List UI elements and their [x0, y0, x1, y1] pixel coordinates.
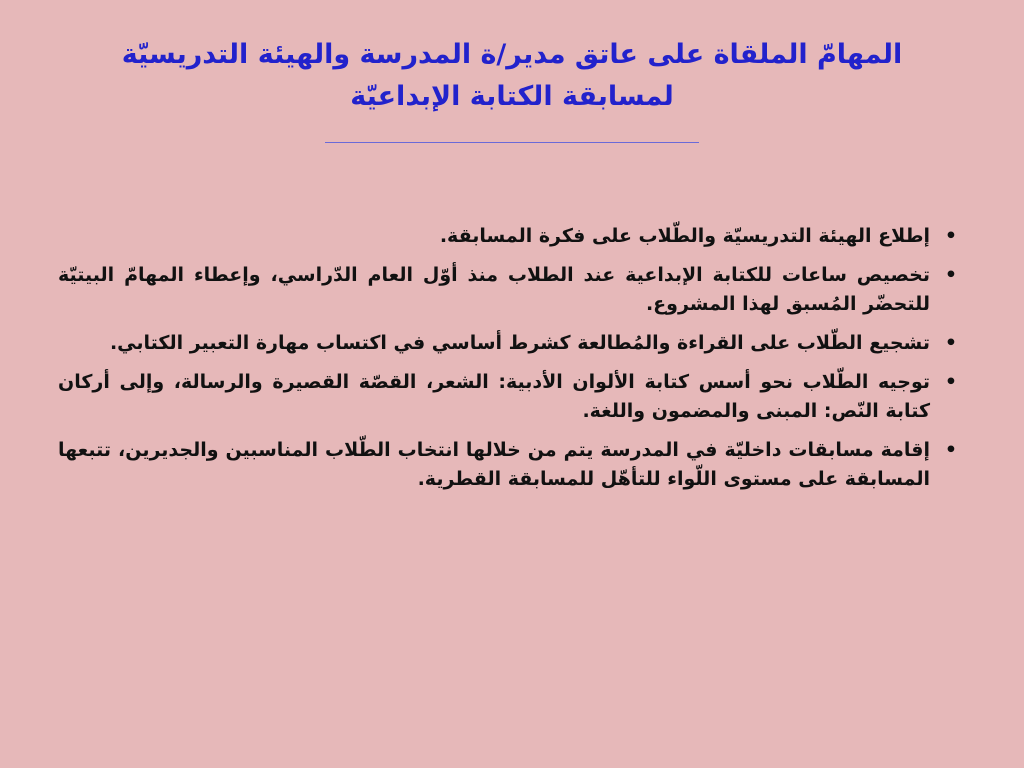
bullet-text: توجيه الطّلاب نحو أسس كتابة الألوان الأدبية: الشعر، القصّة القصيرة والرسالة، وإلى أركان كتابة النّص: المبنى والمضمون واللغة.: [58, 371, 930, 422]
title-line-2: لمسابقة الكتابة الإبداعيّة: [350, 81, 674, 112]
bullet-item-3: [58, 329, 964, 358]
bullet-text: تخصيص ساعات للكتابة الإبداعية عند الطلاب منذ أوّل العام الدّراسي، وإعطاء المهامّ البيتيّة للتحضّر المُسبق لهذا المشروع.: [58, 264, 930, 315]
bullet-item-4: [58, 368, 964, 426]
bullet-text: تشجيع الطّلاب على القراءة والمُطالعة كشرط أساسي في اكتساب مهارة التعبير الكتابي.: [109, 332, 930, 354]
bullet-icon: •: [944, 225, 958, 247]
bullet-icon: •: [944, 332, 958, 354]
bullet-text: إطلاع الهيئة التدريسيّة والطّلاب على فكرة المسابقة.: [439, 225, 930, 247]
bullet-icon: •: [944, 371, 958, 393]
bullet-text: إقامة مسابقات داخليّة في المدرسة يتم من خلالها انتخاب الطّلاب المناسبين والجديرين، تتبعها المسابقة على مستوى اللّواء للتأهّل للمسابقة القطرية.: [58, 439, 930, 490]
bullet-list: [58, 222, 964, 504]
bullet-item-1: [58, 222, 964, 251]
bullet-item-5: [58, 436, 964, 494]
title-underline: [325, 142, 699, 143]
slide-title: [60, 34, 964, 118]
bullet-icon: •: [944, 439, 958, 461]
title-line-1: المهامّ الملقاة على عاتق مدير/ة المدرسة والهيئة التدريسيّة: [121, 39, 903, 70]
bullet-item-2: [58, 261, 964, 319]
bullet-icon: •: [944, 264, 958, 286]
